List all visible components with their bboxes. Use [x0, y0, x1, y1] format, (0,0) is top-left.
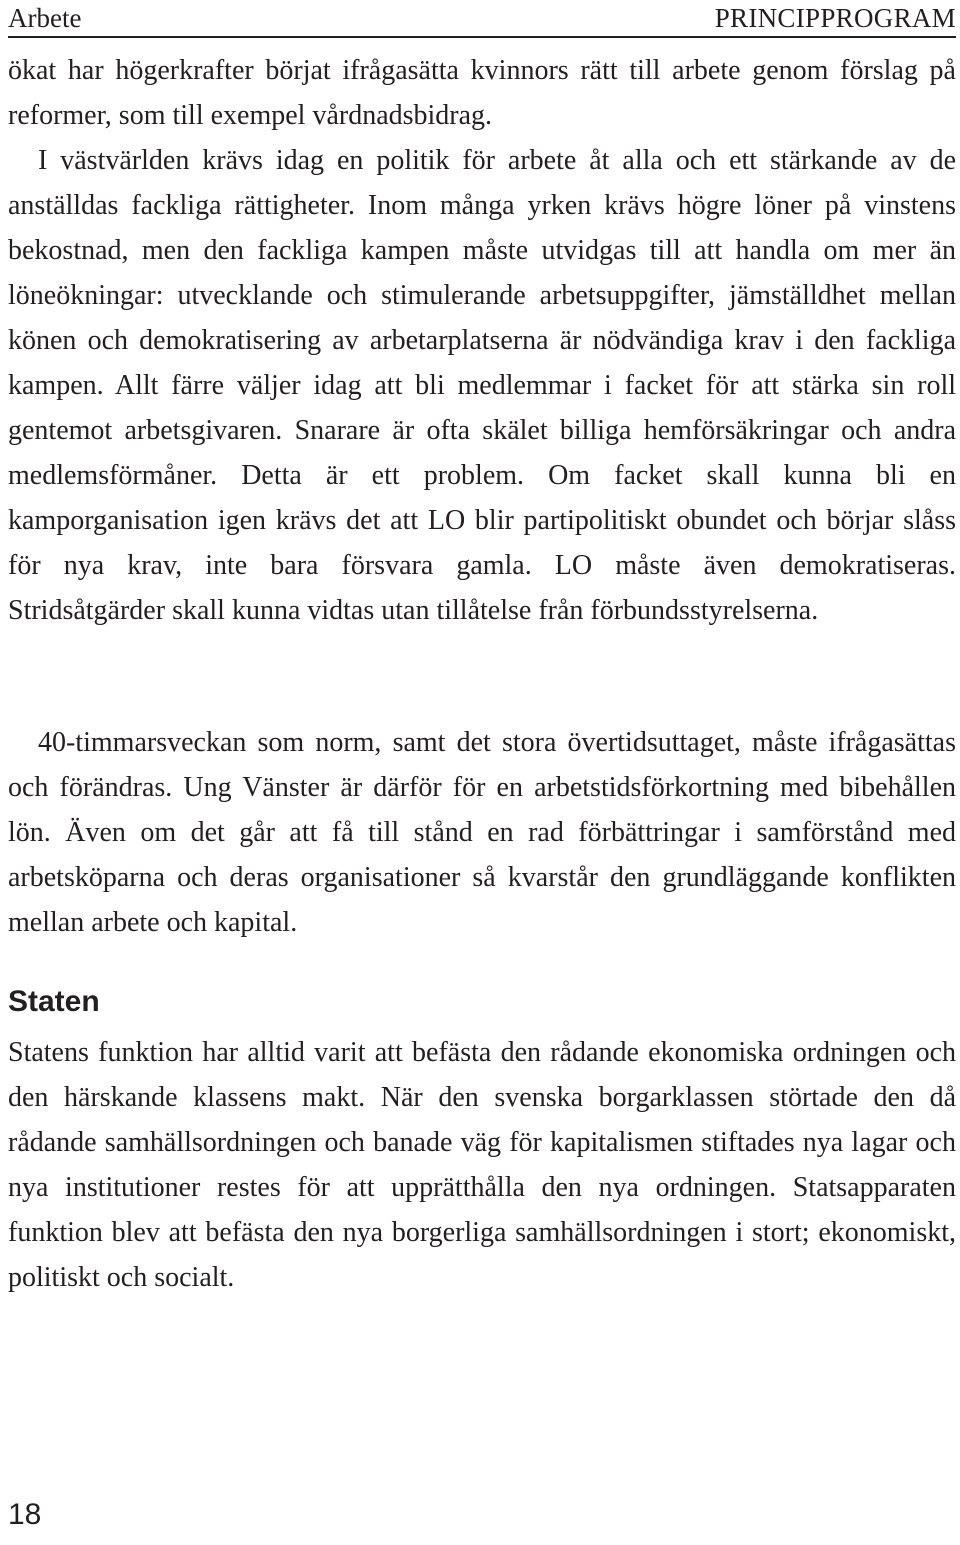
section-heading-staten: Staten — [8, 985, 100, 1018]
paragraph-continuation: ökat har högerkrafter börjat ifrågasätta kvinnors rätt till arbete genom förslag på reformer, som till exempel vårdnadsbidrag. — [8, 55, 956, 131]
paragraph-working-hours: 40-timmarsveckan som norm, samt det stora övertidsuttaget, måste ifrågasättas och förändras. Ung Vänster är därför för en arbetstidsförkortning med bibehållen lön. Även om det går att få till stånd en rad förbättringar i samförstånd med arbetsköparna och deras organisationer så kvarstår den grundläggande konflikten mellan arbete och kapital. — [8, 727, 956, 938]
page-number: 18 — [8, 1498, 42, 1531]
header-document-title: PRINCIPPROGRAM — [714, 3, 956, 33]
paragraph-union-rights: I västvärlden krävs idag en politik för arbete åt alla och ett stärkande av de anställdas fackliga rättigheter. Inom många yrken krävs högre löner på vinstens bekostnad, men den fackliga kampen måste utvidgas till att handla om mer än löneökningar: utvecklande och stimulerande arbetsuppgifter, jämställdhet mellan könen och demokratisering av arbetarplatserna är nödvändiga krav i den fackliga kampen. Allt färre väljer idag att bli medlemmar i facket för att stärka sin roll gentemot arbetsgivaren. Snarare är ofta skälet billiga hemförsäkringar och andra medlemsförmåner. Detta är ett problem. Om facket skall kunna bli en kamporganisation igen krävs det att LO blir partipolitiskt obundet och börjar slåss för nya krav, inte bara försvara gamla. LO måste även demokratiseras. Stridsåtgärder skall kunna vidtas utan tillåtelse från förbundsstyrelserna. — [8, 145, 956, 626]
running-header — [8, 0, 956, 38]
header-section-name: Arbete — [8, 3, 82, 33]
paragraph-state-function: Statens funktion har alltid varit att befästa den rådande ekonomiska ordningen och den härskande klassens makt. När den svenska borgarklassen störtade den då rådande samhällsordningen och banade väg för kapitalismen stiftades nya lagar och nya institutioner restes för att upprätthålla den nya ordningen. Statsapparaten funktion blev att befästa den nya borgerliga samhällsordningen i stort; ekonomiskt, politiskt och socialt. — [8, 1037, 956, 1293]
